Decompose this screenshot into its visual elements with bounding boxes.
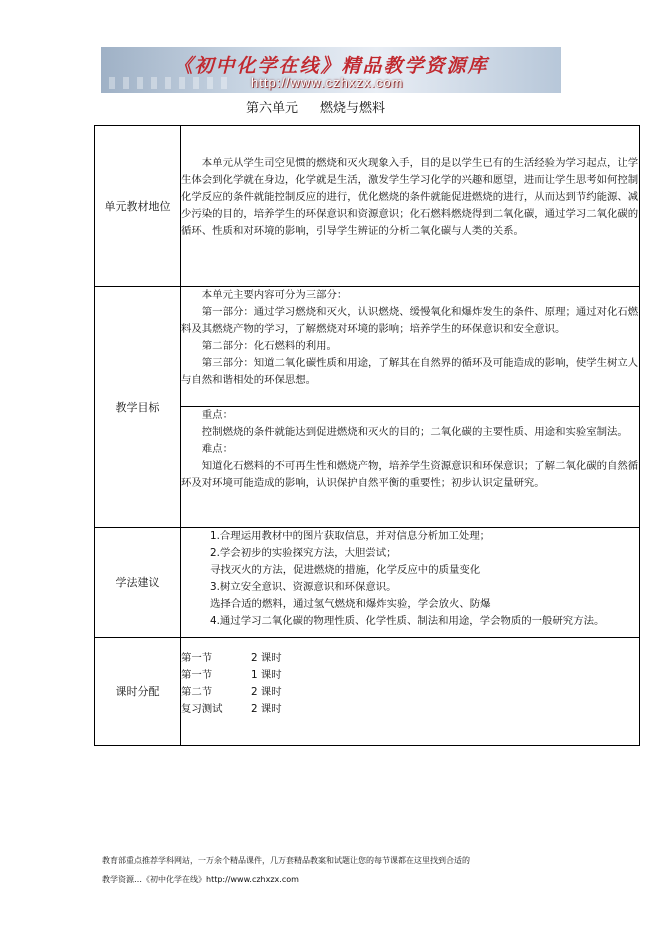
suggestion-item: 选择合适的燃料，通过氢气燃烧和爆炸实验，学会放火、防爆 (210, 598, 491, 610)
difficult-label: 难点： (201, 443, 233, 455)
key-text: 控制燃烧的条件就能达到促进燃烧和灭火的目的；二氧化碳的主要性质、用途和实验室制法。 (201, 426, 628, 438)
header-banner (101, 47, 561, 93)
row-label-goals: 教学目标 (95, 287, 181, 528)
row-content-goals-key (181, 407, 640, 528)
suggestion-item: 4.通过学习二氧化碳的物理性质、化学性质、制法和用途，学会物质的一般研究方法。 (210, 615, 605, 627)
difficult-text: 知道化石燃料的不可再生性和燃烧产物，培养学生资源意识和环保意识；了解二氧化碳的自然循环及对环境可能造成的影响，认识保护自然平衡的重要性；初步认识定量研究。 (181, 460, 639, 489)
schedule-row (181, 650, 639, 667)
row-label-position: 单元教材地位 (95, 126, 181, 287)
schedule-section: 第一节 (181, 669, 213, 681)
schedule-section: 复习测试 (181, 703, 223, 715)
suggestion-item: 2.学会初步的实验探究方法，大胆尝试； (210, 547, 397, 559)
page-footer (102, 851, 470, 889)
unit-topic: 燃烧与燃料 (320, 101, 386, 116)
row-label-hours: 课时分配 (95, 638, 181, 746)
goals-part3: 第三部分：知道二氧化碳性质和用途，了解其在自然界的循环及可能造成的影响，使学生树立人与自然和谐相处的环保思想。 (181, 357, 639, 386)
hours-schedule (181, 650, 639, 718)
row-content-suggestions (181, 528, 640, 638)
unit-number: 第六单元 (246, 101, 299, 116)
table-row-goals (95, 287, 640, 407)
suggestion-item: 3.树立安全意识、资源意识和环保意识。 (210, 581, 397, 593)
schedule-hours: 2 课时 (251, 652, 282, 664)
schedule-row (181, 684, 639, 701)
goals-intro: 本单元主要内容可分为三部分： (201, 289, 348, 301)
suggestion-item: 1.合理运用教材中的图片获取信息，并对信息分析加工处理； (210, 530, 491, 542)
schedule-row (181, 701, 639, 718)
goals-part1: 第一部分：通过学习燃烧和灭火，认识燃烧、缓慢氧化和爆炸发生的条件、原理；通过对化石燃料及其燃烧产物的学习，了解燃烧对环境的影响；培养学生的环保意识和安全意识。 (181, 306, 639, 335)
position-text: 本单元从学生司空见惯的燃烧和灭火现象入手，目的是以学生已有的生活经验为学习起点，让学生体会到化学就在身边，化学就是生活，激发学生学习化学的兴趣和愿望，进而让学生思考如何控制化学反应的条件就能控制反应的进行，优化燃烧的条件就能促进燃烧的进行，从而达到节约能源、减少污染的目的，培养学生的环保意识和资源意识；化石燃料燃烧得到二氧化碳，通过学习二氧化碳的循环、性质和对环境的影响，引导学生辨证的分析二氧化碳与人类的关系。 (181, 157, 639, 237)
unit-plan-table (94, 125, 640, 746)
row-label-suggestions: 学法建议 (95, 528, 181, 638)
banner-url[interactable]: http://www.czhxzx.com (251, 75, 404, 90)
table-row-suggestions (95, 528, 640, 638)
schedule-hours: 2 课时 (251, 686, 282, 698)
schedule-section: 第二节 (181, 686, 213, 698)
schedule-hours: 1 课时 (251, 669, 282, 681)
row-content-goals-parts (181, 287, 640, 407)
key-label: 重点： (201, 409, 233, 421)
schedule-section: 第一节 (181, 652, 213, 664)
suggestion-item: 寻找灭火的方法，促进燃烧的措施，化学反应中的质量变化 (210, 564, 481, 576)
row-content-hours (181, 638, 640, 746)
goals-part2: 第二部分：化石燃料的利用。 (201, 340, 337, 352)
table-row-hours (95, 638, 640, 746)
row-content-position (181, 126, 640, 287)
banner-decoration (109, 77, 229, 89)
banner-title: 《初中化学在线》精品教学资源库 (173, 55, 489, 77)
table-row-position (95, 126, 640, 287)
schedule-hours: 2 课时 (251, 703, 282, 715)
page-title (246, 97, 385, 116)
schedule-row (181, 667, 639, 684)
footer-line2: 教学资源…《初中化学在线》http://www.czhxzx.com (102, 875, 299, 884)
footer-line1: 教育部重点推荐学科网站，一万余个精品课件，几万套精品教案和试题让您的每节课都在这里找到合适的 (102, 856, 470, 865)
